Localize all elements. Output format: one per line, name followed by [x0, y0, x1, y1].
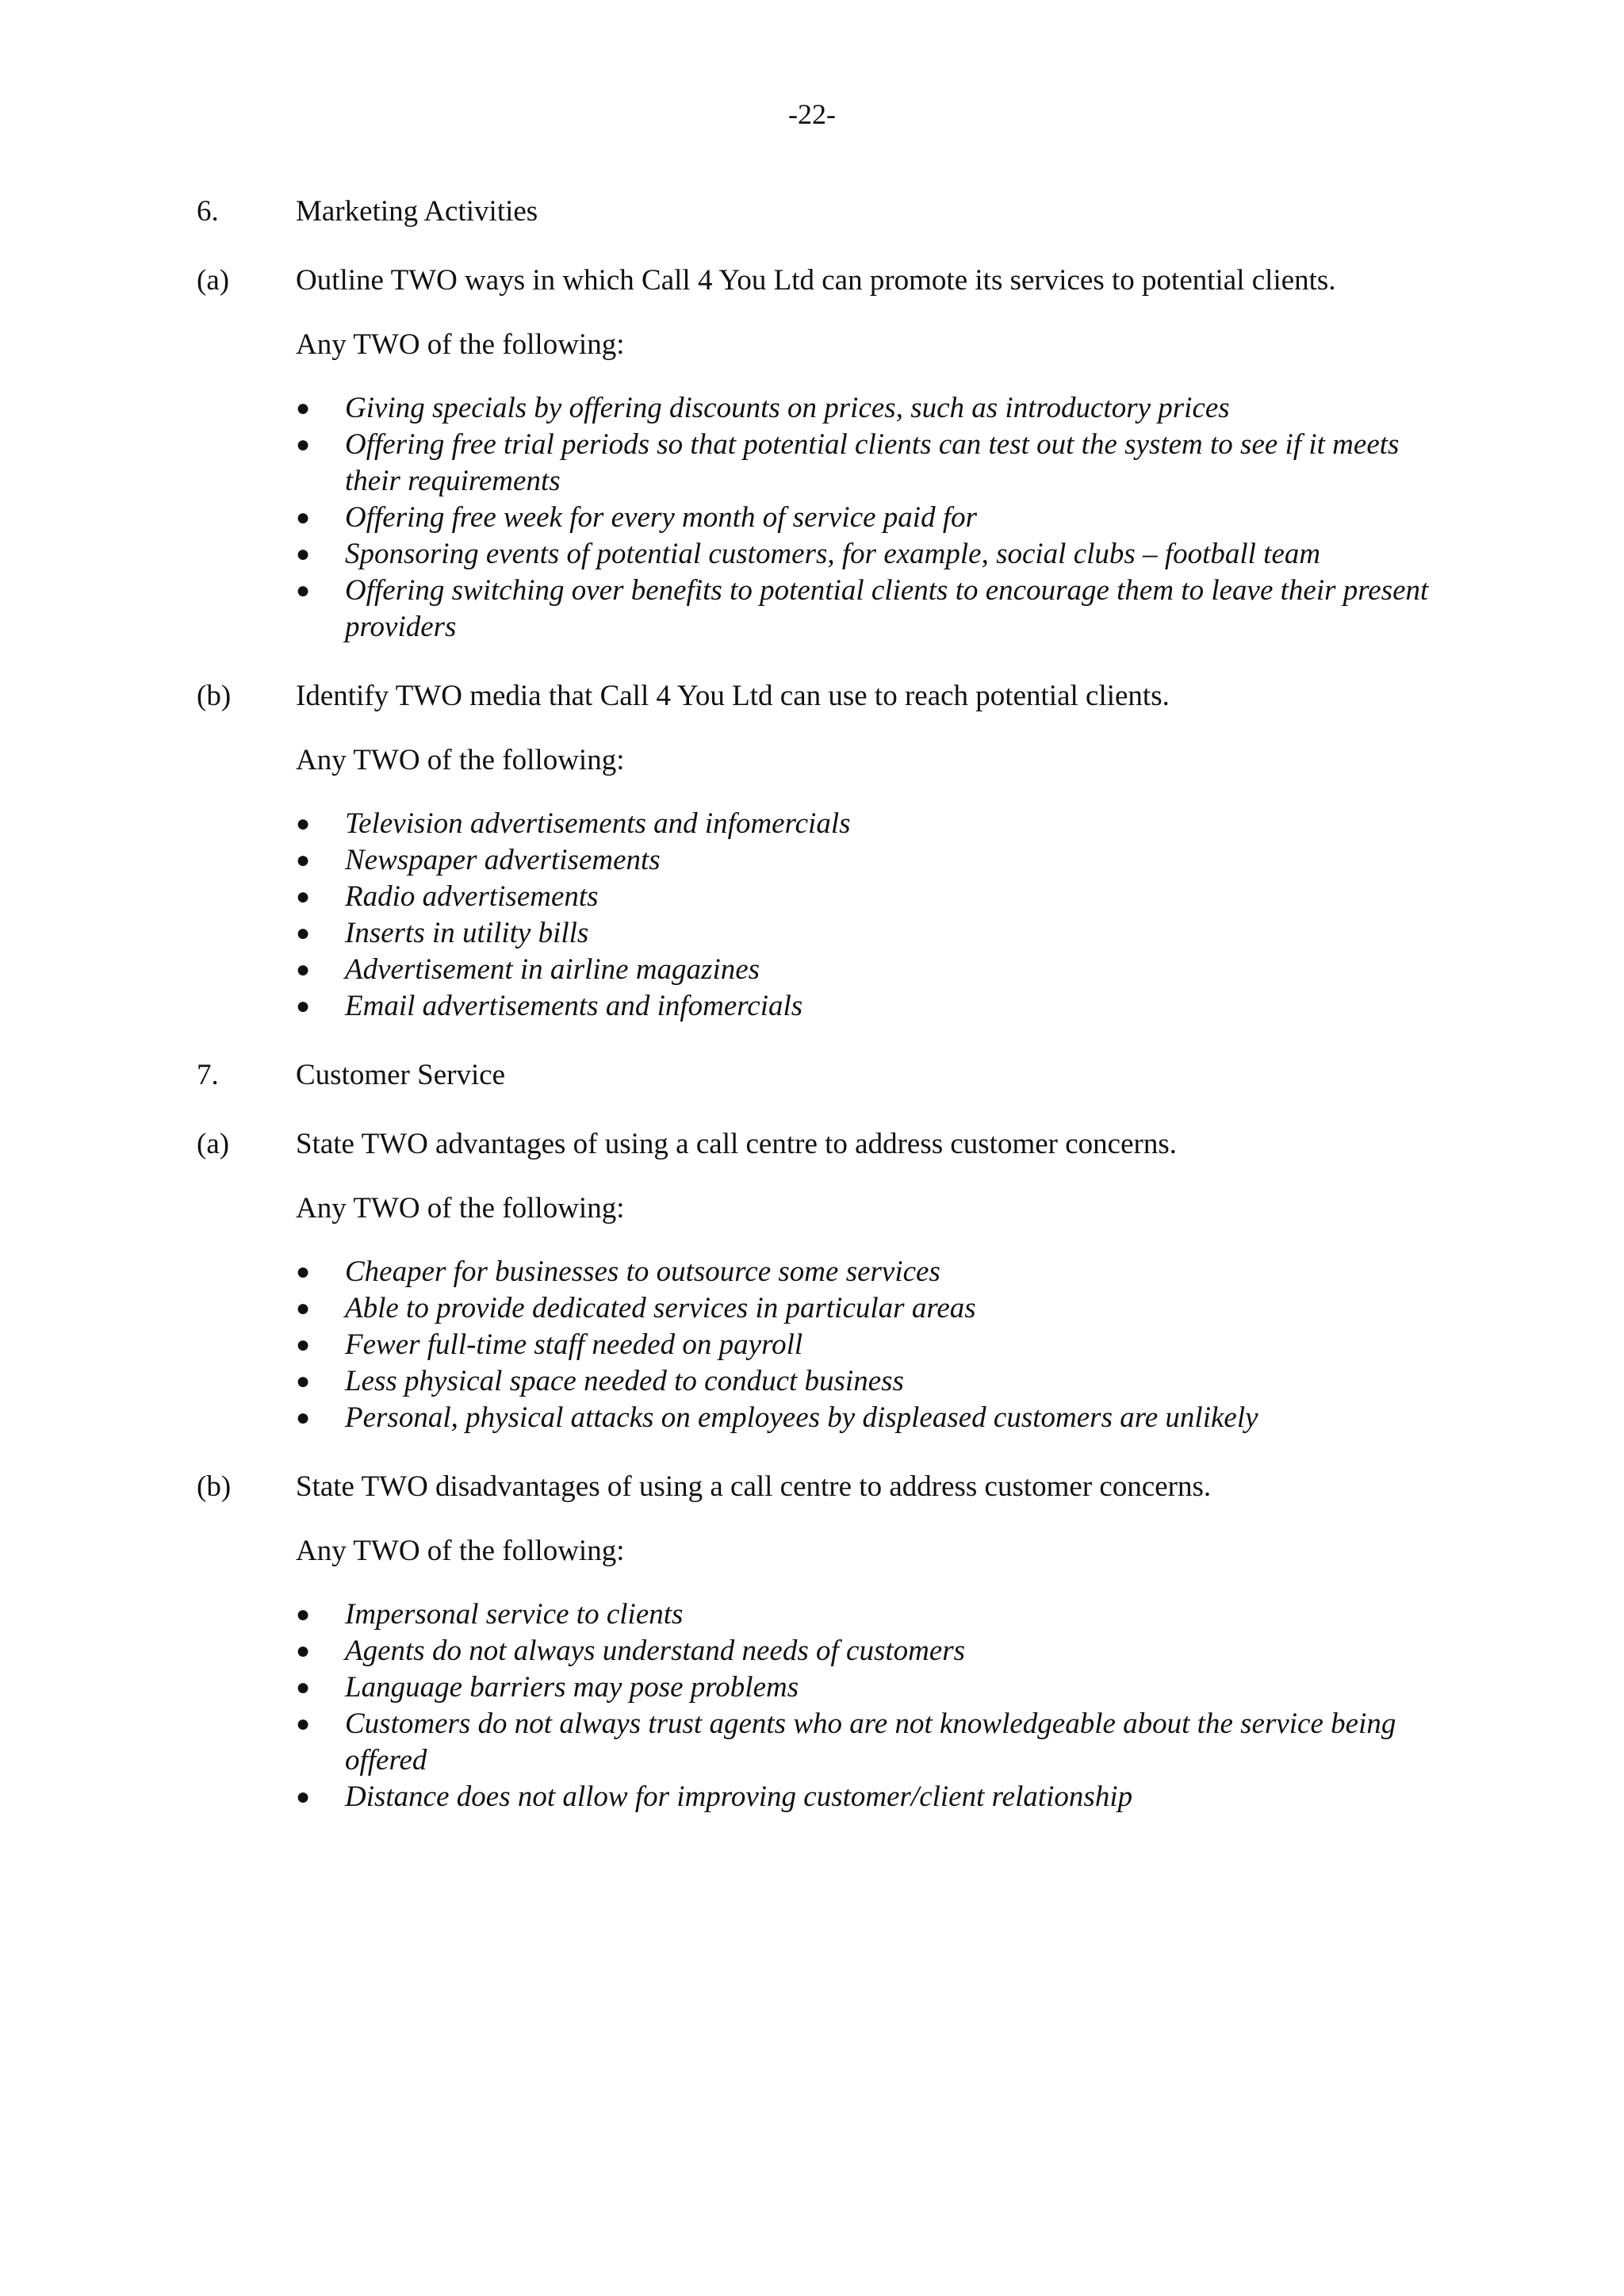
- bullet-icon: ●: [296, 1674, 311, 1700]
- section-number: 6.: [197, 195, 219, 228]
- list-item: [0, 390, 1624, 427]
- instruction-7a: [0, 1190, 1624, 1227]
- list-item: [0, 842, 1624, 879]
- list-item: [0, 952, 1624, 988]
- list-item: [0, 1327, 1624, 1363]
- bullet-icon: ●: [296, 1295, 311, 1321]
- bullet-icon: ●: [296, 1405, 311, 1431]
- list-item: [0, 1669, 1624, 1706]
- bullet-icon: ●: [296, 956, 311, 983]
- page-content: [0, 194, 1624, 1815]
- answer-text: Advertisement in airline magazines: [345, 953, 760, 986]
- instruction-text: Any TWO of the following:: [296, 1192, 625, 1225]
- bullet-icon: ●: [296, 504, 311, 531]
- instruction-7b: [0, 1533, 1624, 1570]
- answer-text: Offering switching over benefits to potential clients to encourage them to leave their present providers: [345, 574, 1429, 643]
- list-item: [0, 1779, 1624, 1815]
- answer-text: Less physical space needed to conduct business: [345, 1365, 904, 1397]
- question-label: (b): [197, 1470, 232, 1503]
- list-item: [0, 806, 1624, 842]
- list-item: [0, 1363, 1624, 1400]
- answer-text: Offering free week for every month of service paid for: [345, 501, 977, 534]
- question-6b: [0, 678, 1624, 715]
- bullet-icon: ●: [296, 1638, 311, 1664]
- answer-text: Fewer full-time staff needed on payroll: [345, 1328, 803, 1361]
- section-title: Marketing Activities: [296, 195, 538, 228]
- answer-text: Inserts in utility bills: [345, 917, 589, 949]
- question-text: Identify TWO media that Call 4 You Ltd can use to reach potential clients.: [296, 680, 1170, 712]
- bullet-icon: ●: [296, 847, 311, 873]
- section-title: Customer Service: [296, 1059, 506, 1091]
- question-label: (a): [197, 1128, 230, 1160]
- bullet-icon: ●: [296, 993, 311, 1019]
- answer-text: Distance does not allow for improving customer/client relationship: [345, 1780, 1133, 1813]
- answer-list-7b: [0, 1596, 1624, 1815]
- bullet-icon: ●: [296, 1711, 311, 1737]
- page-number: -22-: [788, 98, 836, 130]
- answer-text: Email advertisements and infomercials: [345, 990, 803, 1022]
- bullet-icon: ●: [296, 884, 311, 910]
- bullet-icon: ●: [296, 1784, 311, 1810]
- instruction-text: Any TWO of the following:: [296, 1535, 625, 1567]
- answer-list-6a: [0, 390, 1624, 646]
- answer-text: Impersonal service to clients: [345, 1598, 684, 1631]
- bullet-icon: ●: [296, 541, 311, 567]
- list-item: [0, 1706, 1624, 1779]
- section-heading-6: [0, 194, 1624, 230]
- bullet-icon: ●: [296, 811, 311, 837]
- list-item: [0, 427, 1624, 500]
- list-item: [0, 573, 1624, 646]
- instruction-6a: [0, 327, 1624, 363]
- bullet-icon: ●: [296, 920, 311, 946]
- bullet-icon: ●: [296, 1368, 311, 1394]
- list-item: [0, 988, 1624, 1025]
- section-heading-7: [0, 1057, 1624, 1094]
- instruction-text: Any TWO of the following:: [296, 328, 625, 361]
- answer-text: Customers do not always trust agents who are not knowledgeable about the service being offered: [345, 1708, 1396, 1777]
- answer-text: Personal, physical attacks on employees by displeased customers are unlikely: [345, 1401, 1258, 1434]
- bullet-icon: ●: [296, 1601, 311, 1627]
- answer-list-7a: [0, 1254, 1624, 1436]
- question-7a: [0, 1126, 1624, 1163]
- bullet-icon: ●: [296, 577, 311, 604]
- instruction-6b: [0, 742, 1624, 779]
- answer-text: Television advertisements and infomercials: [345, 807, 851, 840]
- bullet-icon: ●: [296, 1259, 311, 1285]
- bullet-icon: ●: [296, 1332, 311, 1358]
- list-item: [0, 536, 1624, 573]
- bullet-icon: ●: [296, 431, 311, 458]
- section-number: 7.: [197, 1059, 219, 1091]
- answer-list-6b: [0, 806, 1624, 1025]
- instruction-text: Any TWO of the following:: [296, 744, 625, 776]
- list-item: [0, 1596, 1624, 1633]
- question-text: Outline TWO ways in which Call 4 You Ltd can promote its services to potential clients.: [296, 264, 1336, 297]
- list-item: [0, 1633, 1624, 1669]
- answer-text: Sponsoring events of potential customers, for example, social clubs – football team: [345, 538, 1321, 570]
- question-7b: [0, 1469, 1624, 1505]
- answer-text: Agents do not always understand needs of customers: [345, 1635, 966, 1667]
- answer-text: Able to provide dedicated services in particular areas: [345, 1292, 976, 1324]
- answer-text: Cheaper for businesses to outsource some services: [345, 1255, 940, 1288]
- question-label: (a): [197, 264, 230, 297]
- question-6a: [0, 263, 1624, 299]
- list-item: [0, 915, 1624, 952]
- list-item: [0, 500, 1624, 536]
- list-item: [0, 1290, 1624, 1327]
- answer-text: Radio advertisements: [345, 880, 599, 913]
- answer-text: Language barriers may pose problems: [345, 1671, 799, 1704]
- list-item: [0, 1254, 1624, 1290]
- question-text: State TWO disadvantages of using a call centre to address customer concerns.: [296, 1470, 1212, 1503]
- question-text: State TWO advantages of using a call centre to address customer concerns.: [296, 1128, 1177, 1160]
- answer-text: Newspaper advertisements: [345, 844, 661, 876]
- bullet-icon: ●: [296, 395, 311, 421]
- list-item: [0, 1400, 1624, 1436]
- question-label: (b): [197, 680, 232, 712]
- answer-text: Giving specials by offering discounts on prices, such as introductory prices: [345, 392, 1230, 424]
- list-item: [0, 879, 1624, 915]
- answer-text: Offering free trial periods so that potential clients can test out the system to see if it meets their requirements: [345, 428, 1400, 497]
